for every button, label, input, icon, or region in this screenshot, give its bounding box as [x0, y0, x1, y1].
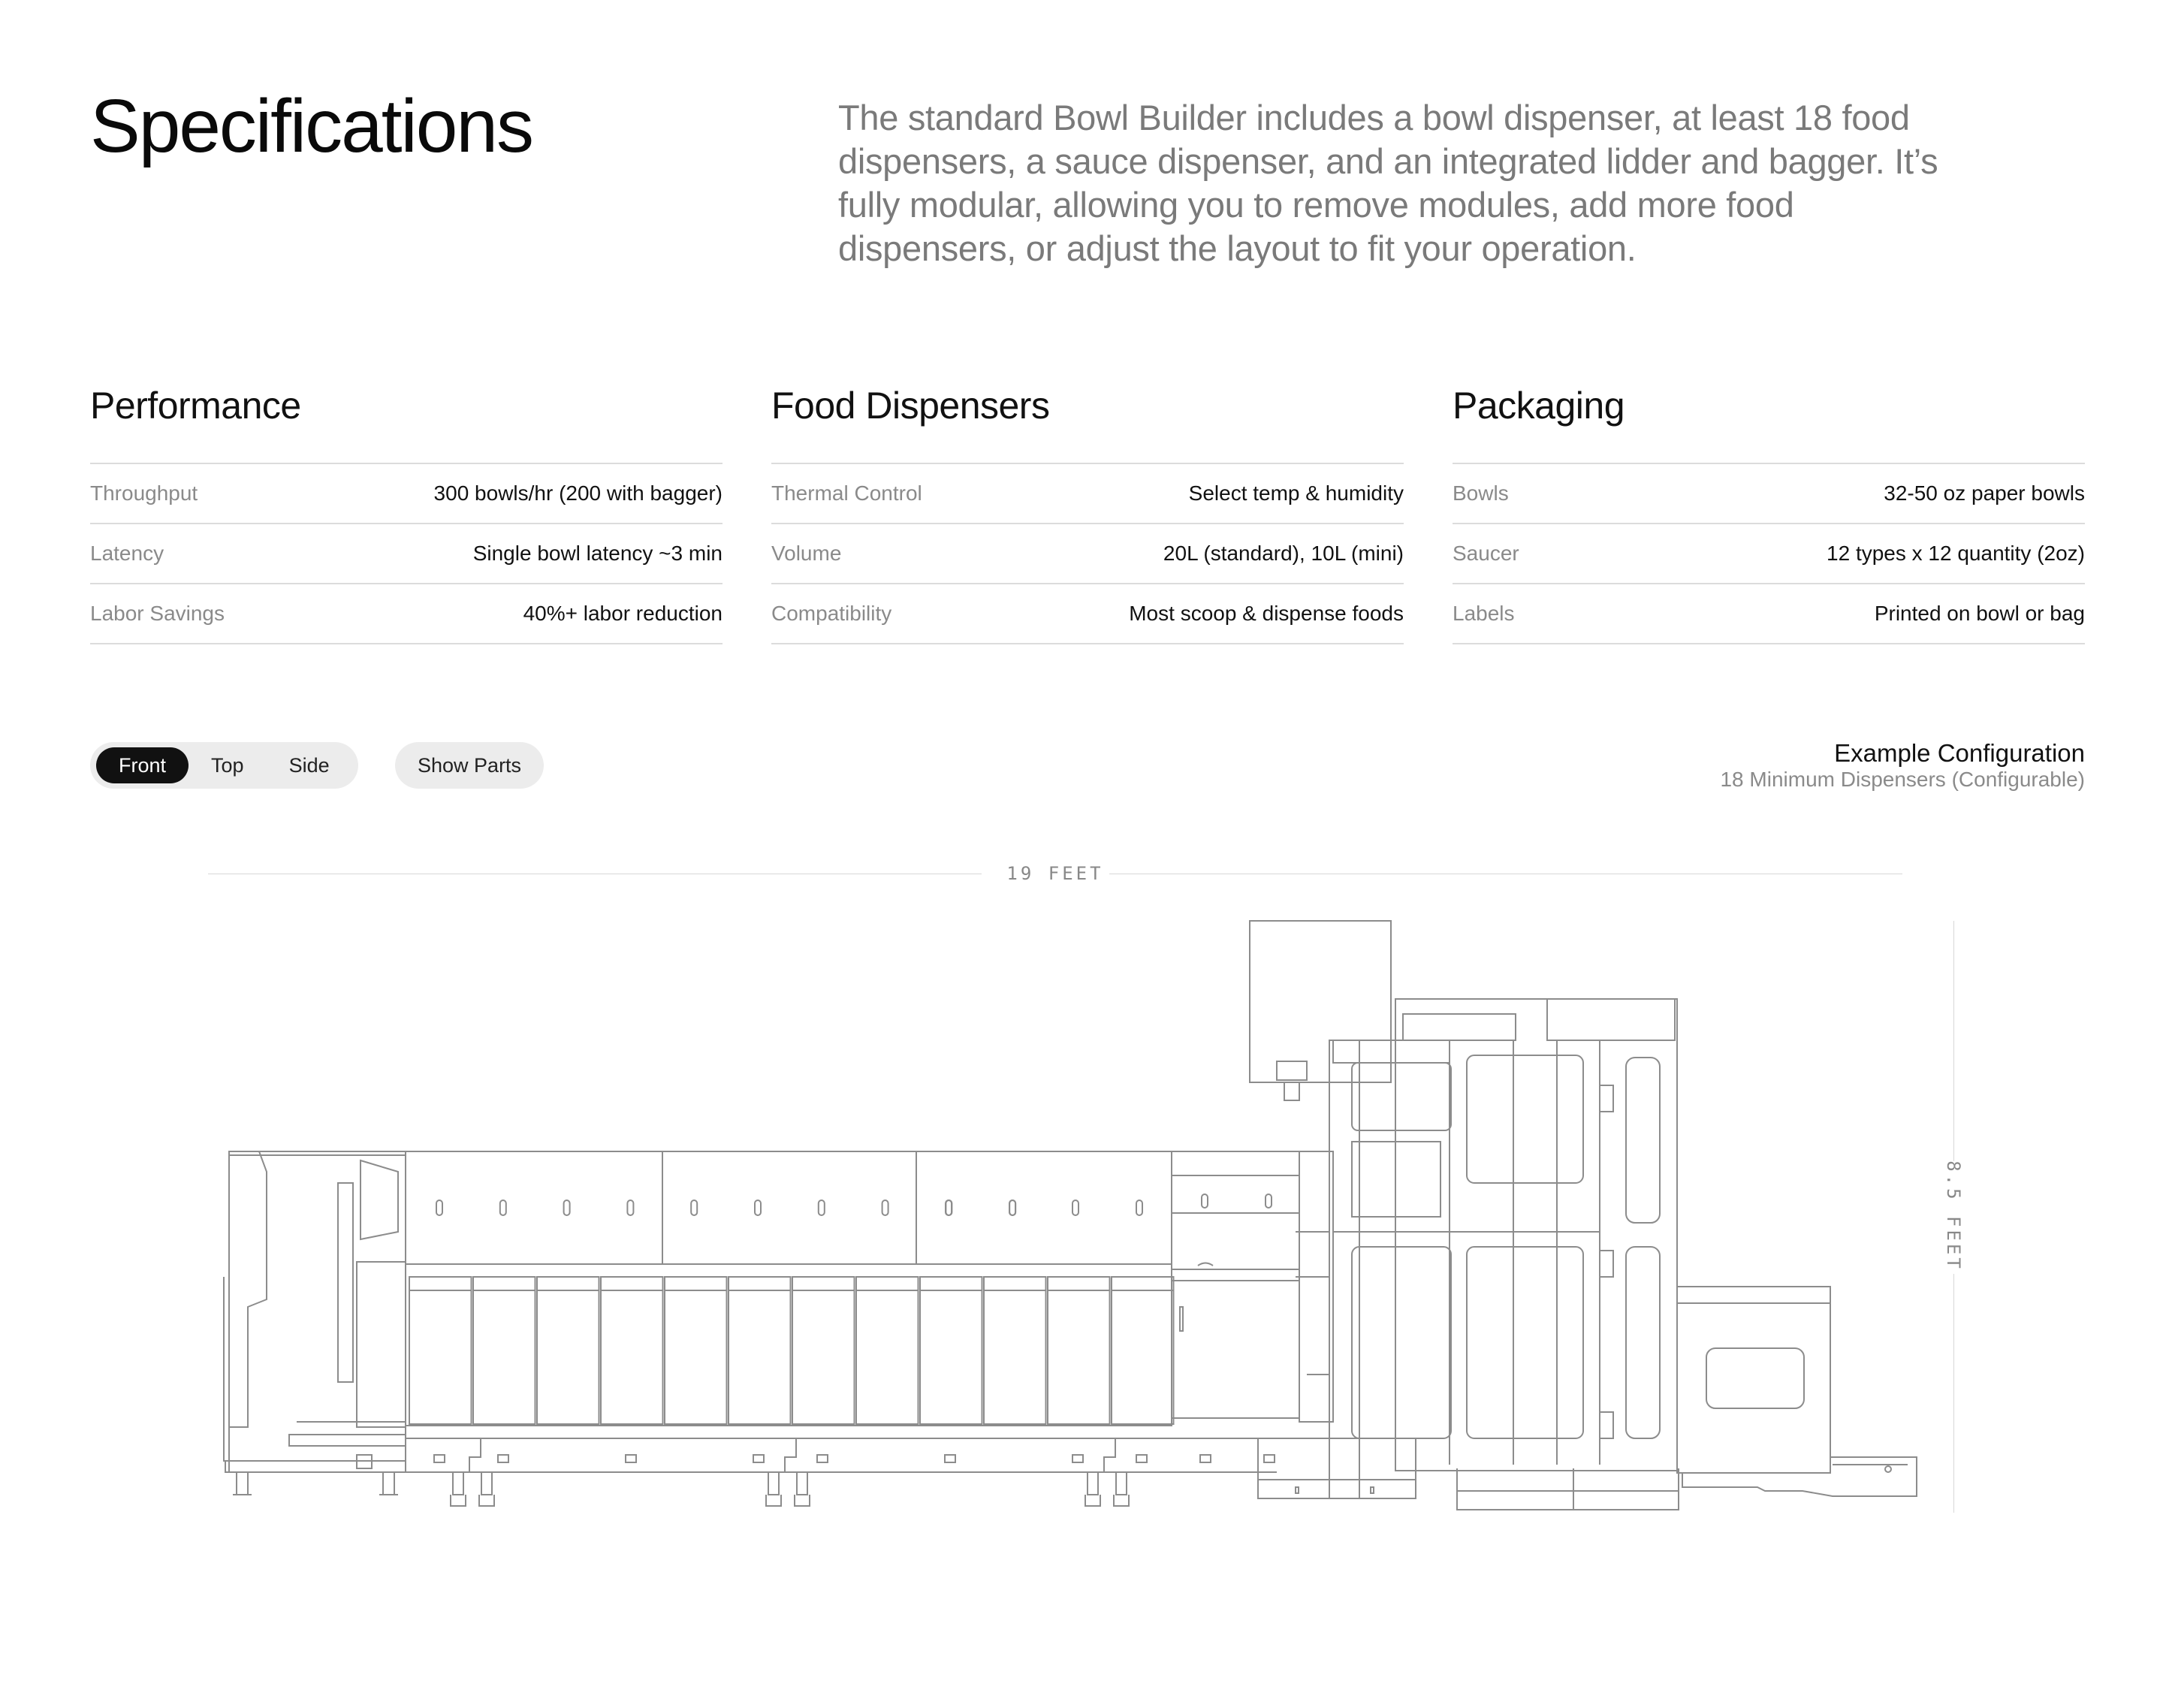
- food-dispenser-unit: [409, 1277, 472, 1424]
- food-dispenser-unit: [792, 1277, 855, 1424]
- mount-bolt: [626, 1455, 636, 1462]
- viewing-window: [436, 1200, 442, 1215]
- bagger-module: [1677, 1287, 1917, 1496]
- machine-front-diagram: [0, 901, 2163, 1532]
- mount-bolt: [1136, 1455, 1147, 1462]
- viewing-window: [755, 1200, 761, 1215]
- leveling-foot: [1085, 1472, 1100, 1506]
- spec-value: 40%+ labor reduction: [523, 602, 723, 625]
- leveling-foot: [451, 1472, 466, 1506]
- tab-top[interactable]: Top: [211, 754, 244, 777]
- spec-key: Compatibility: [771, 602, 892, 625]
- food-dispenser-unit: [601, 1277, 663, 1424]
- spec-section-performance: [90, 383, 723, 644]
- config-subtitle: 18 Minimum Dispensers (Configurable): [1720, 768, 2085, 791]
- food-dispenser-unit: [537, 1277, 599, 1424]
- viewing-window: [882, 1200, 888, 1215]
- spec-key: Saucer: [1453, 542, 1519, 565]
- width-dimension-label: 19 FEET: [1006, 863, 1104, 884]
- mount-bolt: [498, 1455, 508, 1462]
- height-dimension-label: 8.5 FEET: [1943, 1160, 1964, 1272]
- viewing-window: [1072, 1200, 1078, 1215]
- spec-value: Printed on bowl or bag: [1874, 602, 2085, 625]
- spec-section-packaging: [1453, 383, 2085, 644]
- page-title: Specifications: [90, 84, 532, 168]
- viewing-window: [691, 1200, 697, 1215]
- food-dispenser-unit: [920, 1277, 982, 1424]
- spec-key: Throughput: [90, 481, 198, 505]
- food-dispenser-unit: [984, 1277, 1046, 1424]
- view-toggle: [90, 742, 358, 789]
- leveling-foot: [795, 1472, 810, 1506]
- food-dispenser-bank: [406, 1151, 1277, 1506]
- leveling-foot: [1114, 1472, 1129, 1506]
- spec-key: Labor Savings: [90, 602, 225, 625]
- viewing-window: [1136, 1200, 1142, 1215]
- viewing-window: [500, 1200, 506, 1215]
- viewing-window: [819, 1200, 825, 1215]
- spec-row: [90, 463, 723, 523]
- spec-section-title: Food Dispensers: [771, 385, 1050, 427]
- viewing-window: [627, 1200, 633, 1215]
- spec-row: [1453, 583, 2085, 644]
- mount-bolt: [1200, 1455, 1211, 1462]
- spec-row: [1453, 523, 2085, 583]
- viewing-window: [564, 1200, 570, 1215]
- leveling-foot: [479, 1472, 494, 1506]
- spec-key: Bowls: [1453, 481, 1509, 505]
- tab-front[interactable]: Front: [96, 747, 189, 783]
- mount-bolt: [434, 1455, 445, 1462]
- mount-bolt: [817, 1455, 828, 1462]
- food-dispenser-unit: [473, 1277, 535, 1424]
- spec-row: [771, 523, 1404, 583]
- sauce-dispenser-module: [1172, 1151, 1299, 1418]
- spec-value: 300 bowls/hr (200 with bagger): [433, 481, 723, 505]
- mount-bolt: [1264, 1455, 1275, 1462]
- spec-row: [771, 583, 1404, 644]
- food-dispenser-unit: [729, 1277, 791, 1424]
- show-parts-button[interactable]: Show Parts: [395, 742, 544, 789]
- spec-value: 20L (standard), 10L (mini): [1163, 542, 1404, 565]
- food-dispenser-unit: [856, 1277, 919, 1424]
- bowl-dispenser-module: [224, 1151, 406, 1495]
- mount-bolt: [753, 1455, 764, 1462]
- config-title: Example Configuration: [1834, 739, 2085, 767]
- food-dispenser-unit: [665, 1277, 727, 1424]
- spec-value: Most scoop & dispense foods: [1129, 602, 1404, 625]
- food-dispenser-unit: [1048, 1277, 1110, 1424]
- spec-section-title: Packaging: [1453, 385, 1625, 427]
- leveling-foot: [766, 1472, 781, 1506]
- spec-value: Single bowl latency ~3 min: [472, 542, 723, 565]
- spec-row: [90, 523, 723, 583]
- spec-section-title: Performance: [90, 385, 301, 427]
- mount-bolt: [945, 1455, 955, 1462]
- spec-key: Latency: [90, 542, 164, 565]
- spec-key: Labels: [1453, 602, 1515, 625]
- spec-key: Volume: [771, 542, 842, 565]
- tab-side[interactable]: Side: [288, 754, 330, 777]
- spec-value: 32-50 oz paper bowls: [1884, 481, 2085, 505]
- spec-row: [1453, 463, 2085, 523]
- spec-section-food-dispensers: [771, 383, 1404, 644]
- food-dispenser-unit: [1112, 1277, 1174, 1424]
- intro-paragraph: The standard Bowl Builder includes a bowl dispenser, at least 18 food dispensers, a sauce dispenser, and an integrated lidder and bagger. It’s fully modular, allowing you to remove modules, add more food dispensers, or adjust the layout to fit your operation.: [838, 98, 1938, 268]
- spec-key: Thermal Control: [771, 481, 922, 505]
- width-dimension: [208, 862, 1902, 885]
- spec-value: 12 types x 12 quantity (2oz): [1827, 542, 2085, 565]
- mount-bolt: [1072, 1455, 1083, 1462]
- lidder-module: [1250, 921, 1679, 1510]
- spec-row: [90, 583, 723, 644]
- spec-row: [771, 463, 1404, 523]
- spec-value: Select temp & humidity: [1188, 481, 1404, 505]
